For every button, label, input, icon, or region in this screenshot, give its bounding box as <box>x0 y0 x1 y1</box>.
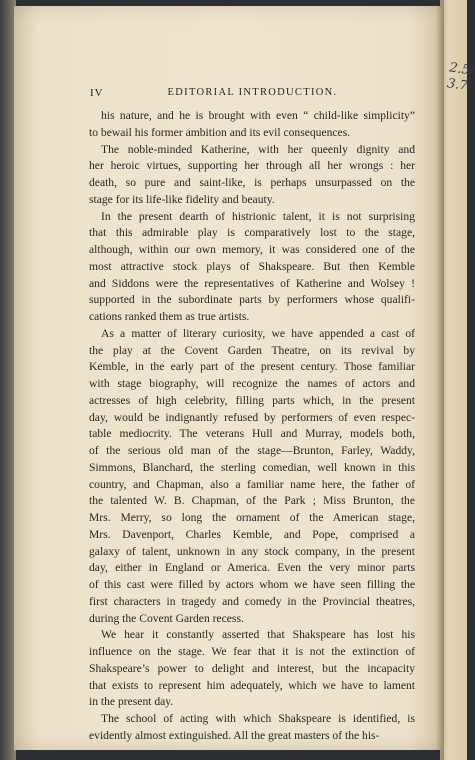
text-line: of the serious old man of the stage—Brunton, Farley, Waddy, <box>89 444 415 457</box>
text-line: to bewail his former ambition and its evil consequences. <box>89 125 351 139</box>
text-line: Mrs. Merry, so long the ornament of the American stage, <box>89 511 415 524</box>
text-line: day, would be indignantly refused by performers of even respec- <box>89 410 415 424</box>
text-line: actresses of high celebrity, filling parts which, in the present <box>89 393 415 407</box>
text-line: her heroic virtues, supporting her through all her wrongs : her <box>89 159 415 173</box>
text-line: stage for its life-like fidelity and beauty. <box>89 192 275 206</box>
page-fold-shadow <box>436 0 444 760</box>
text-line: although, within our own memory, it was considered one of the <box>89 243 415 256</box>
text-line: the talented W. B. Chapman, of the Park ; Miss Brunton, the <box>89 494 415 508</box>
text-line: table mediocrity. The veterans Hull and Murray, models both, <box>89 427 415 441</box>
text-line: first characters in tragedy and comedy in the Provincial theatres, <box>89 594 415 608</box>
text-line: Shakspeare’s power to delight and interest, but the incapacity <box>89 661 415 675</box>
text-line: The noble-minded Katherine, with her queenly dignity and <box>101 142 415 156</box>
text-line: the play at the Covent Garden Theatre, on its revival by <box>89 343 415 357</box>
text-line: We hear it constantly asserted that Shakspeare has lost his <box>101 628 415 642</box>
handwritten-margin-note: 2.5/ 3.7 <box>446 60 475 94</box>
text-line: with stage biography, will recognize the names of actors and <box>89 377 415 390</box>
text-line: Kemble, in the early part of the present century. Those familiar <box>89 360 415 374</box>
text-line: supported in the subordinate parts by performers whose qualifi- <box>89 293 415 307</box>
text-line: influence on the stage. We fear that it is not the extinction of <box>89 645 415 658</box>
paragraph <box>89 711 415 745</box>
text-line: day, either in England or America. Even the very minor parts <box>89 561 415 575</box>
text-line: during the Covent Garden recess. <box>89 611 244 625</box>
paragraph <box>89 108 415 142</box>
text-line: death, so pure and saint-like, is perhaps unsurpassed on the <box>89 176 415 189</box>
text-line: As a matter of literary curiosity, we have appended a cast of <box>101 326 415 340</box>
text-line: most attractive stock plays of Shakspeare. But then Kemble <box>89 259 415 273</box>
text-line: that exists to represent him adequately, which we have to lament <box>89 678 415 692</box>
paragraph <box>89 142 415 209</box>
text-line: and Siddons were the representatives of Katherine and Wolsey ! <box>89 276 415 290</box>
paragraph <box>89 209 415 326</box>
text-line: Mrs. Davenport, Charles Kemble, and Pope, comprised a <box>89 527 415 541</box>
running-title: EDITORIAL INTRODUCTION. <box>167 87 338 98</box>
page-number: IV <box>90 87 104 99</box>
text-line: galaxy of talent, unknown in any stock company, in the present <box>89 544 415 558</box>
page-header <box>90 87 415 103</box>
text-line: The school of acting with which Shakspeare is identified, is <box>101 712 415 725</box>
text-line: In the present dearth of histrionic talent, it is not surprising <box>101 209 415 223</box>
text-line: of this cast were filled by actors whom we have seen filling the <box>89 578 415 591</box>
text-line: evidently almost extinguished. All the great masters of the his- <box>89 728 380 742</box>
text-line: cations ranked them as true artists. <box>89 310 250 323</box>
body-text <box>89 108 415 745</box>
paragraph <box>89 326 415 628</box>
text-line: Simmons, Blanchard, the sterling comedian, well known in this <box>89 460 415 474</box>
text-line: his nature, and he is brought with even “ child-like simplicity” <box>101 109 415 122</box>
text-line: in the present day. <box>89 695 174 709</box>
text-line: that this admirable play is comparatively lost to the stage, <box>89 226 415 240</box>
adjacent-page-edge <box>440 0 467 760</box>
text-line: country, and Chapman, also a familiar name here, the father of <box>89 477 415 491</box>
paragraph <box>89 627 415 711</box>
